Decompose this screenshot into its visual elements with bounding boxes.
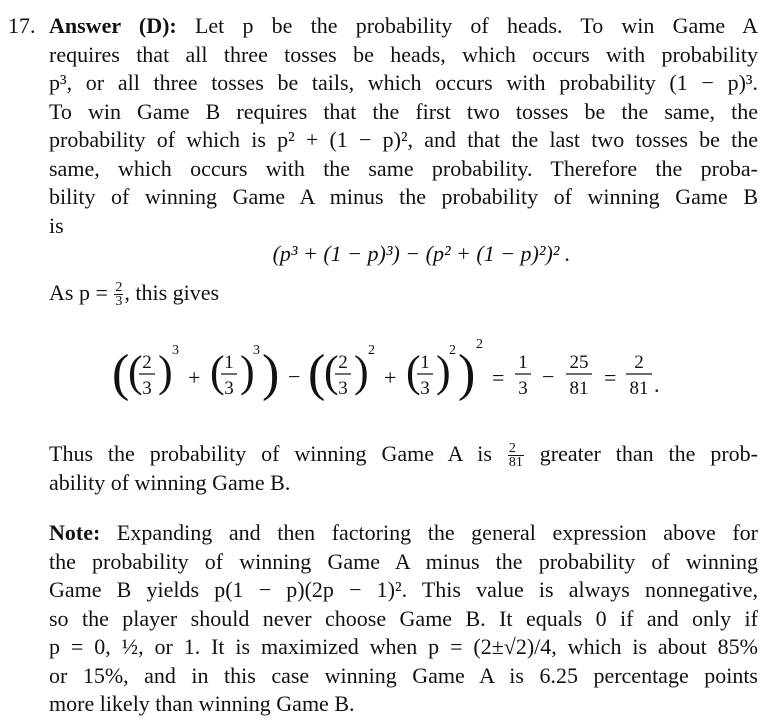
equation-2-graphic (112, 334, 752, 414)
problem-number: 17. (8, 13, 36, 38)
note-line-5: p = 0, ½, or 1. It is maximized when p = (2±√2)/4, which is about 85% (49, 634, 758, 659)
solution-line-8: is (49, 212, 64, 238)
conclusion-line-1 (49, 440, 758, 469)
period: . (653, 372, 659, 397)
solution-line-3: p³, or all three tosses be tails, which occurs with probability (1 − p)³. (49, 70, 758, 95)
note-line-3: Game B yields p(1 − p)(2p − 1)². This value is always nonnegative, (49, 577, 758, 602)
conclusion-prefix: Thus the probability of winning Game A is (49, 441, 492, 466)
right-paren: ) (353, 347, 369, 396)
fraction-denominator: 3 (419, 378, 430, 399)
exponent: 3 (171, 343, 179, 358)
solution-line-7: bility of winning Game A minus the probability of winning Game B (49, 184, 758, 209)
fraction-numerator: 2 (115, 280, 123, 296)
minus-sign: − (287, 364, 300, 389)
fraction-denominator: 81 (629, 378, 648, 399)
substitution-paragraph (49, 279, 758, 308)
solution-line-5: probability of which is p² + (1 − p)², and that the last two tosses be the (49, 127, 758, 152)
fraction-denominator: 3 (517, 378, 528, 399)
equals-sign: = (603, 365, 616, 390)
substitution-line (49, 279, 758, 308)
right-paren: ) (435, 347, 451, 396)
fraction-denominator: 3 (115, 294, 123, 310)
conclusion-paragraph (49, 440, 758, 498)
fraction-numerator: 25 (569, 352, 588, 373)
note-line-2: the probability of winning Game A minus the probability of winning (49, 548, 758, 574)
left-paren: ( (307, 345, 325, 402)
two-eighty-firsts-fraction (508, 442, 524, 469)
two-thirds-fraction (114, 281, 123, 308)
fraction-numerator: 1 (223, 352, 234, 373)
plus-sign: + (383, 365, 396, 390)
plus-sign: + (187, 365, 200, 390)
fraction-denominator: 81 (508, 455, 523, 471)
right-paren: ) (261, 345, 279, 402)
equation-1-text: (p³ + (1 − p)³) − (p² + (1 − p)²)² . (272, 241, 571, 266)
solution-line-1-text: Let p be the probability of heads. To win Game A (194, 13, 759, 38)
solution-paragraph (49, 12, 758, 240)
left-paren: ( (111, 345, 129, 402)
substitution-suffix: , this gives (124, 280, 220, 305)
note-line-1-text: Expanding and then factoring the general expression above for (116, 520, 759, 545)
note-paragraph (49, 519, 758, 719)
fraction-denominator: 3 (141, 378, 152, 399)
note-label: Note: (49, 520, 101, 545)
fraction-denominator: 3 (337, 378, 348, 399)
note-line-7: more likely than winning Game B. (49, 691, 355, 716)
fraction-numerator: 2 (508, 442, 524, 456)
display-equation-1 (30, 240, 783, 268)
solution-line-4: To win Game B requires that the first two tosses be the same, the (49, 98, 758, 124)
fraction-numerator: 2 (633, 352, 644, 373)
note-line-1 (49, 519, 758, 548)
equals-sign: = (491, 365, 504, 390)
minus-sign: − (541, 364, 554, 389)
fraction-numerator: 1 (419, 352, 430, 373)
fraction-denominator: 3 (223, 378, 234, 399)
substitution-prefix: As p = (49, 280, 108, 305)
left-paren: ( (209, 347, 225, 396)
note-line-4: so the player should never choose Game B. It equals 0 if and only if (49, 605, 758, 631)
left-paren: ( (323, 347, 339, 396)
solution-line-2: requires that all three tosses be heads, which occurs with probability (49, 41, 758, 67)
fraction-denominator: 81 (569, 378, 588, 399)
exponent: 2 (367, 343, 375, 358)
right-paren: ) (457, 345, 475, 402)
right-paren: ) (239, 347, 255, 396)
answer-label: Answer (D): (49, 13, 177, 38)
note-line-6: or 15%, and in this case winning Game A is 6.25 percentage points (49, 662, 758, 688)
outer-exponent: 2 (475, 337, 483, 352)
conclusion-line-2: ability of winning Game B. (49, 470, 291, 496)
fraction-numerator: 2 (337, 352, 348, 373)
solution-line-6: same, which occurs with the same probability. Therefore the proba- (49, 155, 758, 181)
left-paren: ( (127, 347, 143, 396)
fraction-numerator: 1 (517, 352, 528, 373)
solution-line-1 (49, 12, 758, 41)
right-paren: ) (157, 347, 173, 396)
display-equation-2 (40, 334, 783, 414)
fraction-numerator: 2 (141, 352, 152, 373)
left-paren: ( (405, 347, 421, 396)
exponent: 2 (448, 343, 456, 358)
exponent: 3 (252, 343, 260, 358)
conclusion-suffix: greater than the prob- (539, 441, 758, 466)
